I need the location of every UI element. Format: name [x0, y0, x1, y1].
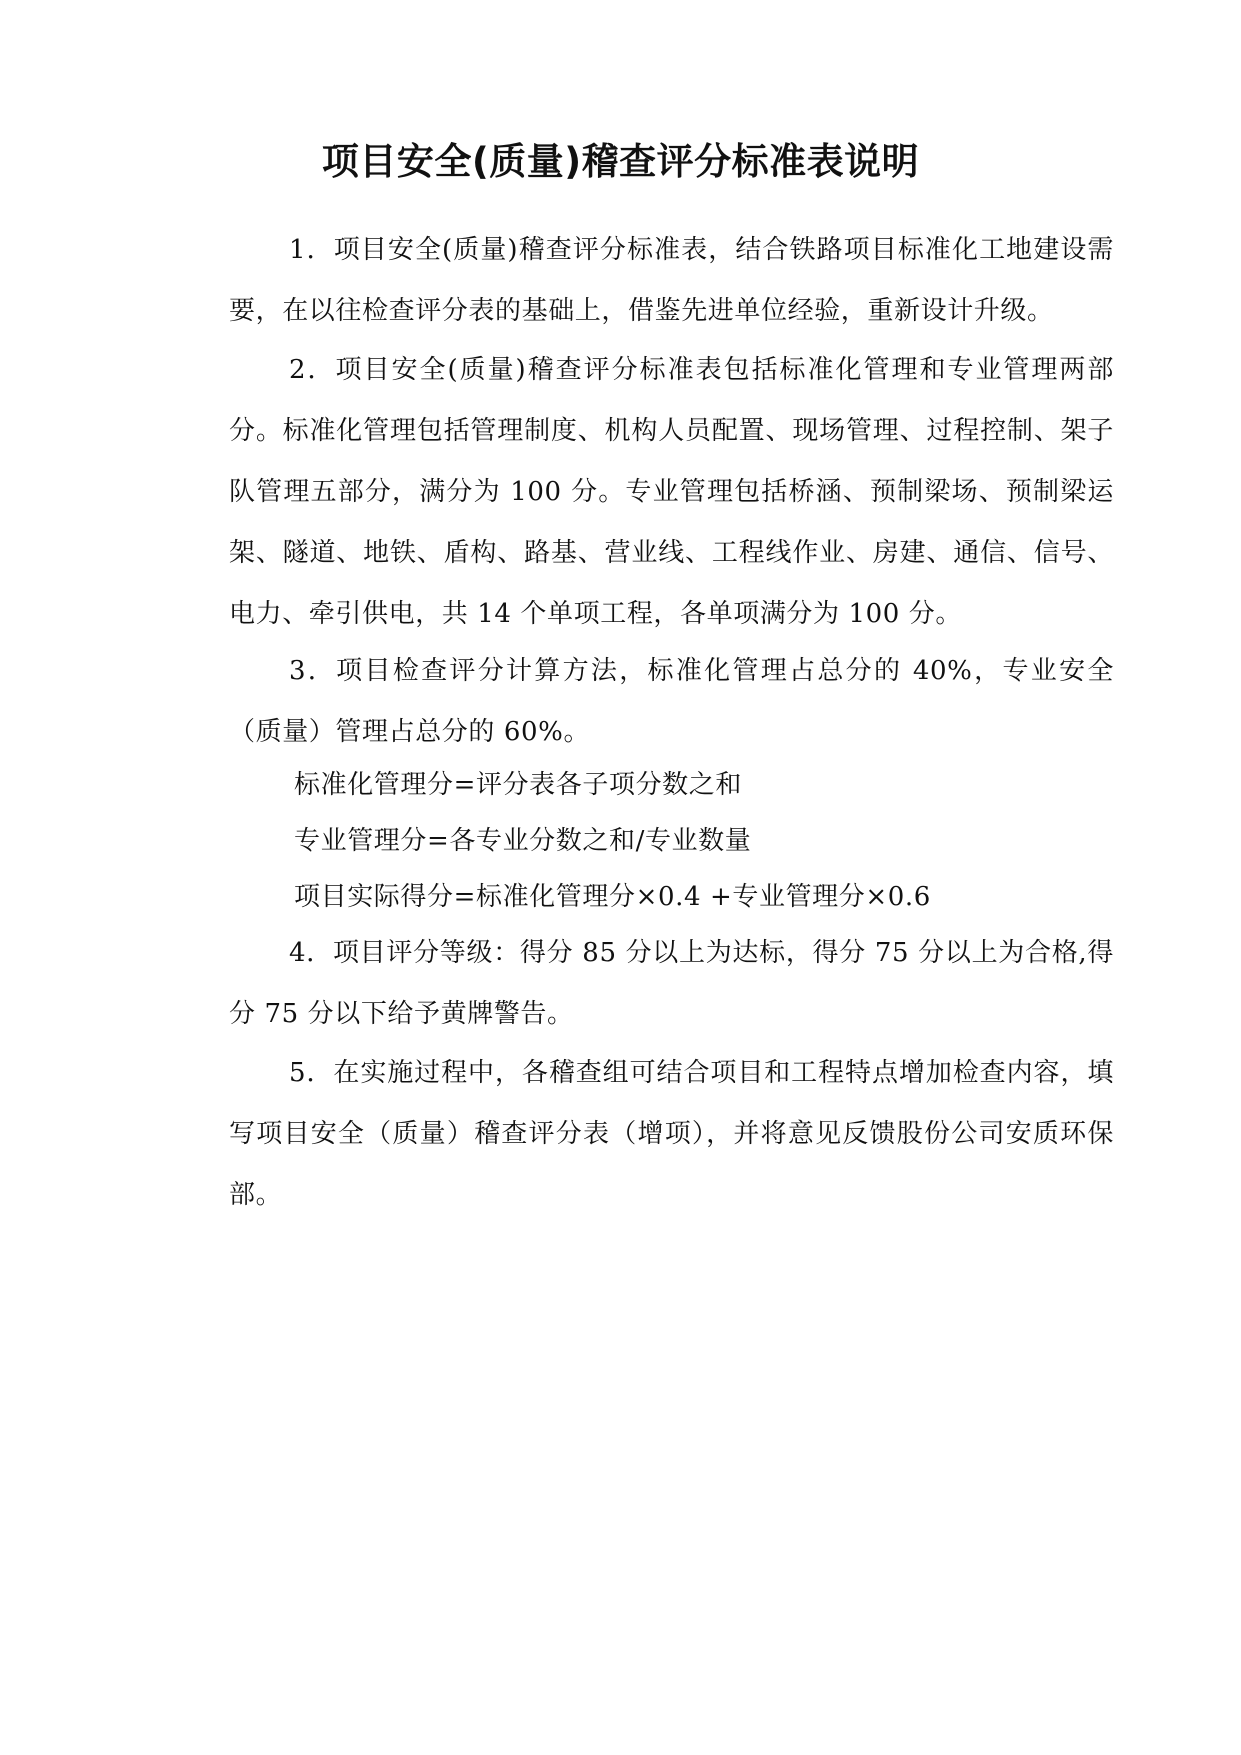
document-title: 项目安全(质量)稽查评分标准表说明	[321, 140, 920, 183]
paragraph-2: 2．项目安全(质量)稽查评分标准表包括标准化管理和专业管理两部分。标准化管理包括管理制度、机构人员配置、现场管理、过程控制、架子队管理五部分，满分为 100 分。专业管理包括桥涵、预制梁场、预制梁运架、隧道、地铁、盾构、路基、营业线、工程线作业、房建、通信、信号、电力、牵引供电，共 14 个单项工程，各单项满分为 100 分。	[229, 355, 1114, 629]
formula-standardization: 标准化管理分=评分表各子项分数之和	[294, 770, 742, 800]
paragraph-1: 1．项目安全(质量)稽查评分标准表，结合铁路项目标准化工地建设需要，在以往检查评分表的基础上，借鉴先进单位经验，重新设计升级。	[229, 235, 1114, 326]
paragraph-4: 4．项目评分等级：得分 85 分以上为达标，得分 75 分以上为合格,得分 75 分以下给予黄牌警告。	[229, 938, 1114, 1029]
formula-list	[229, 757, 1114, 925]
document-body	[229, 220, 1114, 1226]
paragraph-3: 3．项目检查评分计算方法，标准化管理占总分的 40%，专业安全（质量）管理占总分的 60%。	[229, 656, 1114, 747]
formula-actual-score: 项目实际得分=标准化管理分×0.4 +专业管理分×0.6	[294, 882, 931, 912]
formula-professional: 专业管理分=各专业分数之和/专业数量	[294, 826, 752, 856]
paragraph-5: 5．在实施过程中，各稽查组可结合项目和工程特点增加检查内容，填写项目安全（质量）稽查评分表（增项），并将意见反馈股份公司安质环保部。	[229, 1058, 1114, 1210]
